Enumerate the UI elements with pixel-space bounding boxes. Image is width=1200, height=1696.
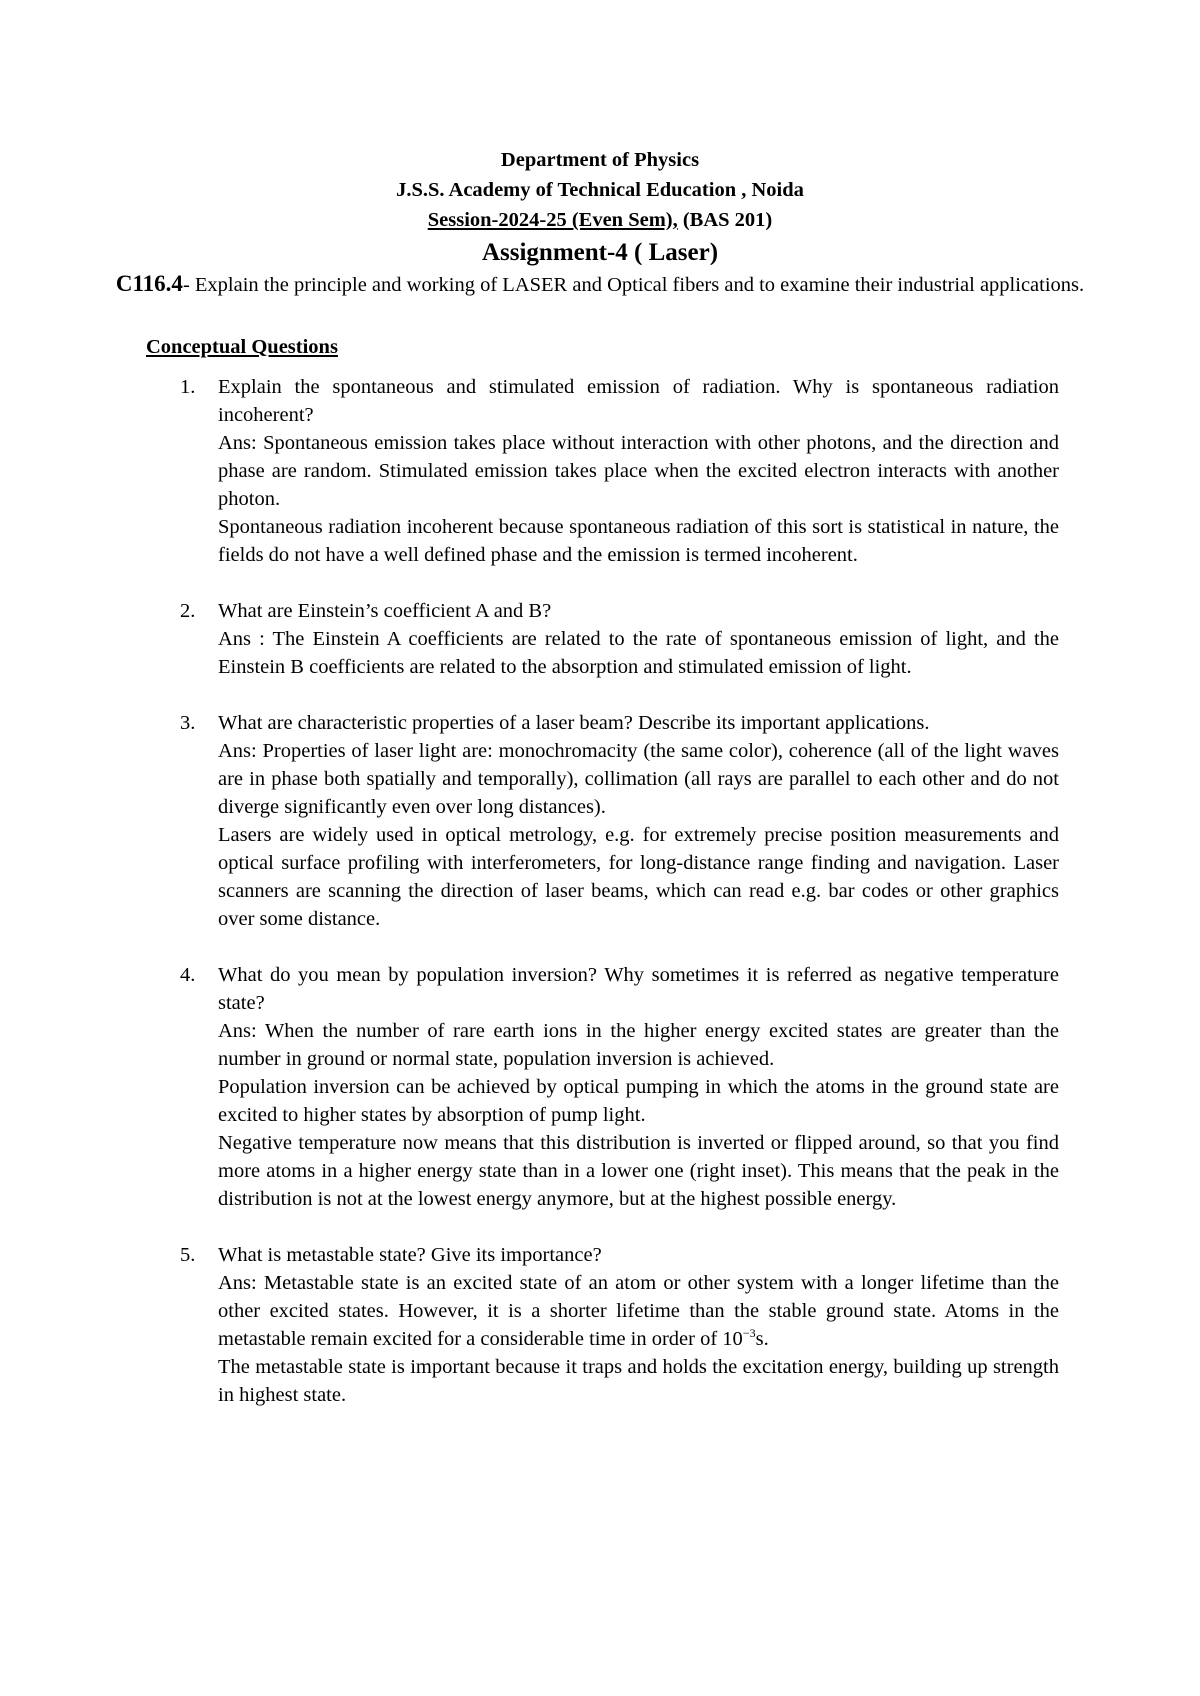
course-outcome-code: C116.4 bbox=[115, 271, 183, 296]
question-number: 5. bbox=[180, 1244, 196, 1266]
answer-paragraph: Ans : The Einstein A coefficients are related to the rate of spontaneous emission of light, and the Einstein B coefficients are related to the absorption and stimulated emission of light. bbox=[218, 628, 1059, 678]
session-line bbox=[0, 205, 1200, 235]
section-heading: Conceptual Questions bbox=[146, 336, 338, 358]
question-item bbox=[180, 373, 1059, 569]
question-item bbox=[180, 597, 1059, 681]
question-text: What are characteristic properties of a laser beam? Describe its important applications. bbox=[218, 712, 930, 734]
answer-paragraph: The metastable state is important because it traps and holds the excitation energy, building up strength in highest state. bbox=[218, 1356, 1059, 1406]
department-title: Department of Physics bbox=[500, 149, 700, 171]
answer-paragraph: Ans: When the number of rare earth ions in the higher energy excited states are greater than the number in ground or normal state, population inversion is achieved. bbox=[218, 1020, 1059, 1070]
document-header bbox=[0, 145, 1200, 300]
answer-paragraph: Spontaneous radiation incoherent because spontaneous radiation of this sort is statistical in nature, the fields do not have a well defined phase and the emission is termed incoherent. bbox=[218, 516, 1059, 566]
answer-paragraph: Population inversion can be achieved by optical pumping in which the atoms in the ground state are excited to higher states by absorption of pump light. bbox=[218, 1076, 1059, 1126]
answer-text: Ans: Metastable state is an excited state of an atom or other system with a longer lifetime than the other excited states. However, it is a shorter lifetime than the stable ground state. Atoms in the metastable remain excited for a considerable time in order of 10 bbox=[218, 1272, 1059, 1350]
question-number: 4. bbox=[180, 964, 196, 986]
question-item bbox=[180, 961, 1059, 1213]
question-number: 1. bbox=[180, 376, 196, 398]
question-text: What do you mean by population inversion? Why sometimes it is referred as negative temperature state? bbox=[218, 964, 1059, 1014]
question-text: What are Einstein’s coefficient A and B? bbox=[218, 600, 552, 622]
session-label: Session-2024-25 (Even Sem), bbox=[427, 209, 678, 231]
question-text: What is metastable state? Give its importance? bbox=[218, 1244, 602, 1266]
exponent: −3 bbox=[742, 1326, 756, 1341]
question-item bbox=[180, 709, 1059, 933]
answer-paragraph bbox=[218, 1269, 1059, 1353]
answer-paragraph: Ans: Spontaneous emission takes place without interaction with other photons, and the direction and phase are random. Stimulated emission takes place when the excited electron interacts with another photon. bbox=[218, 432, 1059, 510]
course-outcome-text: - Explain the principle and working of LASER and Optical fibers and to examine their industrial applications. bbox=[182, 274, 1085, 296]
institute-name: J.S.S. Academy of Technical Education , Noida bbox=[396, 179, 804, 201]
unit-suffix: s. bbox=[755, 1328, 769, 1350]
course-code: (BAS 201) bbox=[677, 209, 773, 231]
course-outcome bbox=[0, 269, 1200, 300]
question-item bbox=[180, 1241, 1059, 1409]
answer-paragraph: Negative temperature now means that this distribution is inverted or flipped around, so that you find more atoms in a higher energy state than in a lower one (right inset). This means that the peak in the distribution is not at the lowest energy anymore, but at the highest possible energy. bbox=[218, 1132, 1059, 1210]
answer-paragraph: Lasers are widely used in optical metrology, e.g. for extremely precise position measurements and optical surface profiling with interferometers, for long-distance range finding and navigation. Laser scanners are scanning the direction of laser beams, which can read e.g. bar codes or other graphics over some distance. bbox=[218, 824, 1059, 930]
assignment-title: Assignment-4 ( Laser) bbox=[481, 239, 719, 266]
question-number: 2. bbox=[180, 600, 196, 622]
question-number: 3. bbox=[180, 712, 196, 734]
question-text: Explain the spontaneous and stimulated emission of radiation. Why is spontaneous radiation incoherent? bbox=[218, 376, 1059, 426]
question-list bbox=[180, 373, 1059, 1437]
answer-paragraph: Ans: Properties of laser light are: monochromacity (the same color), coherence (all of the light waves are in phase both spatially and temporally), collimation (all rays are parallel to each other and do not diverge significantly even over long distances). bbox=[218, 740, 1059, 818]
